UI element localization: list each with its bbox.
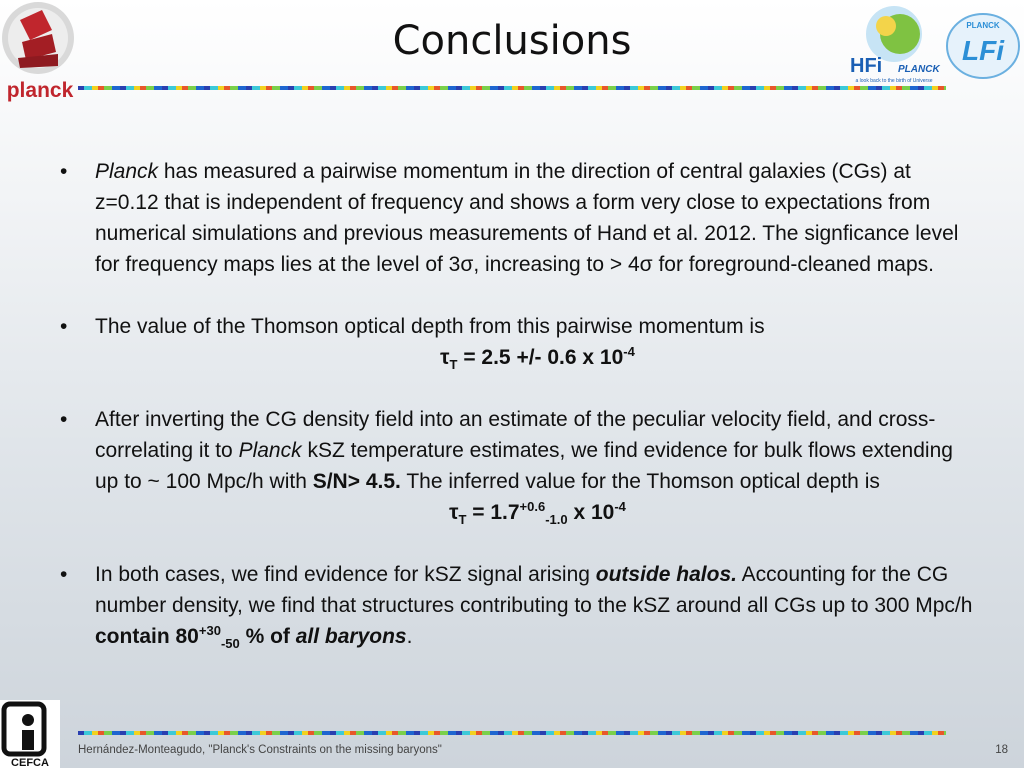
top-divider (78, 86, 946, 90)
bullet-dot: • (60, 315, 68, 338)
hfi-logo-tagline: a look back to the birth of Universe (855, 78, 933, 84)
bullet-outside-halos: • In both cases, we find evidence for kSZ signal arising outside halos. Accounting for the CG number density, we find that structures contributing to the kSZ around all CGs up to 300 Mpc/h contain $80^{+30}_{-50}$ % of all baryons. (60, 559, 980, 652)
page-number: 18 (995, 744, 1008, 756)
bullet-thomson-depth (60, 311, 980, 342)
equation-tau-bulk: $\tau_T = 1.7^{+0.6}_{-1.0}$ x $10^{-4}$ (449, 499, 626, 528)
planck-logo-text: planck (6, 79, 74, 102)
slide-title: Conclusions (392, 18, 632, 64)
cefca-logo (0, 700, 60, 768)
planck-italic: Planck (238, 439, 302, 462)
lfi-logo-top: PLANCK (966, 21, 1000, 30)
cefca-logo-text: CEFCA (11, 757, 49, 768)
slide-content (60, 156, 980, 652)
baryon-fraction: contain $80^{+30}_{-50}$ % of all baryons (95, 623, 407, 652)
bullet-text: has measured a pairwise momentum in the direction of central galaxies (CGs) at z=0.12 that is independent of frequency and shows a form very close to expectations from numerical simulations and previous measurements of Hand et al. 2012. The signficance level for frequency maps lies at the level of 3σ, increasing to > 4σ for foreground-cleaned maps. (95, 160, 959, 276)
lfi-logo-text: LFi (962, 35, 1004, 66)
snr-value: S/N> 4.5. (312, 470, 401, 493)
bullet-planck-pairwise-momentum (60, 156, 980, 280)
planck-italic: Planck (95, 160, 159, 183)
bottom-divider (78, 731, 946, 735)
bullet-text: The value of the Thomson optical depth from this pairwise momentum is (95, 315, 765, 338)
bullet-bulk-flows: • After inverting the CG density field into an estimate of the peculiar velocity field, and cross-correlating it to Planck kSZ temperature estimates, we find evidence for bulk flows extending up to ~ 100 Mpc/h with S/N> 4.5. The inferred value for the Thomson optical depth is (60, 404, 980, 497)
outside-halos-emphasis: outside halos. (595, 563, 737, 586)
footer-citation: Hernández-Monteagudo, "Planck's Constraints on the missing baryons" (78, 744, 442, 756)
equation-tau-pairwise: $\tau_T = 2.5$ +/- 0.6 x $10^{-4}$ (440, 344, 635, 373)
bullet-dot: • (60, 563, 68, 586)
bullet-dot: • (60, 408, 68, 431)
hfi-logo-text: HFi (850, 55, 883, 77)
bullet-dot: • (60, 160, 68, 183)
hfi-logo-subtext: PLANCK (898, 64, 940, 75)
